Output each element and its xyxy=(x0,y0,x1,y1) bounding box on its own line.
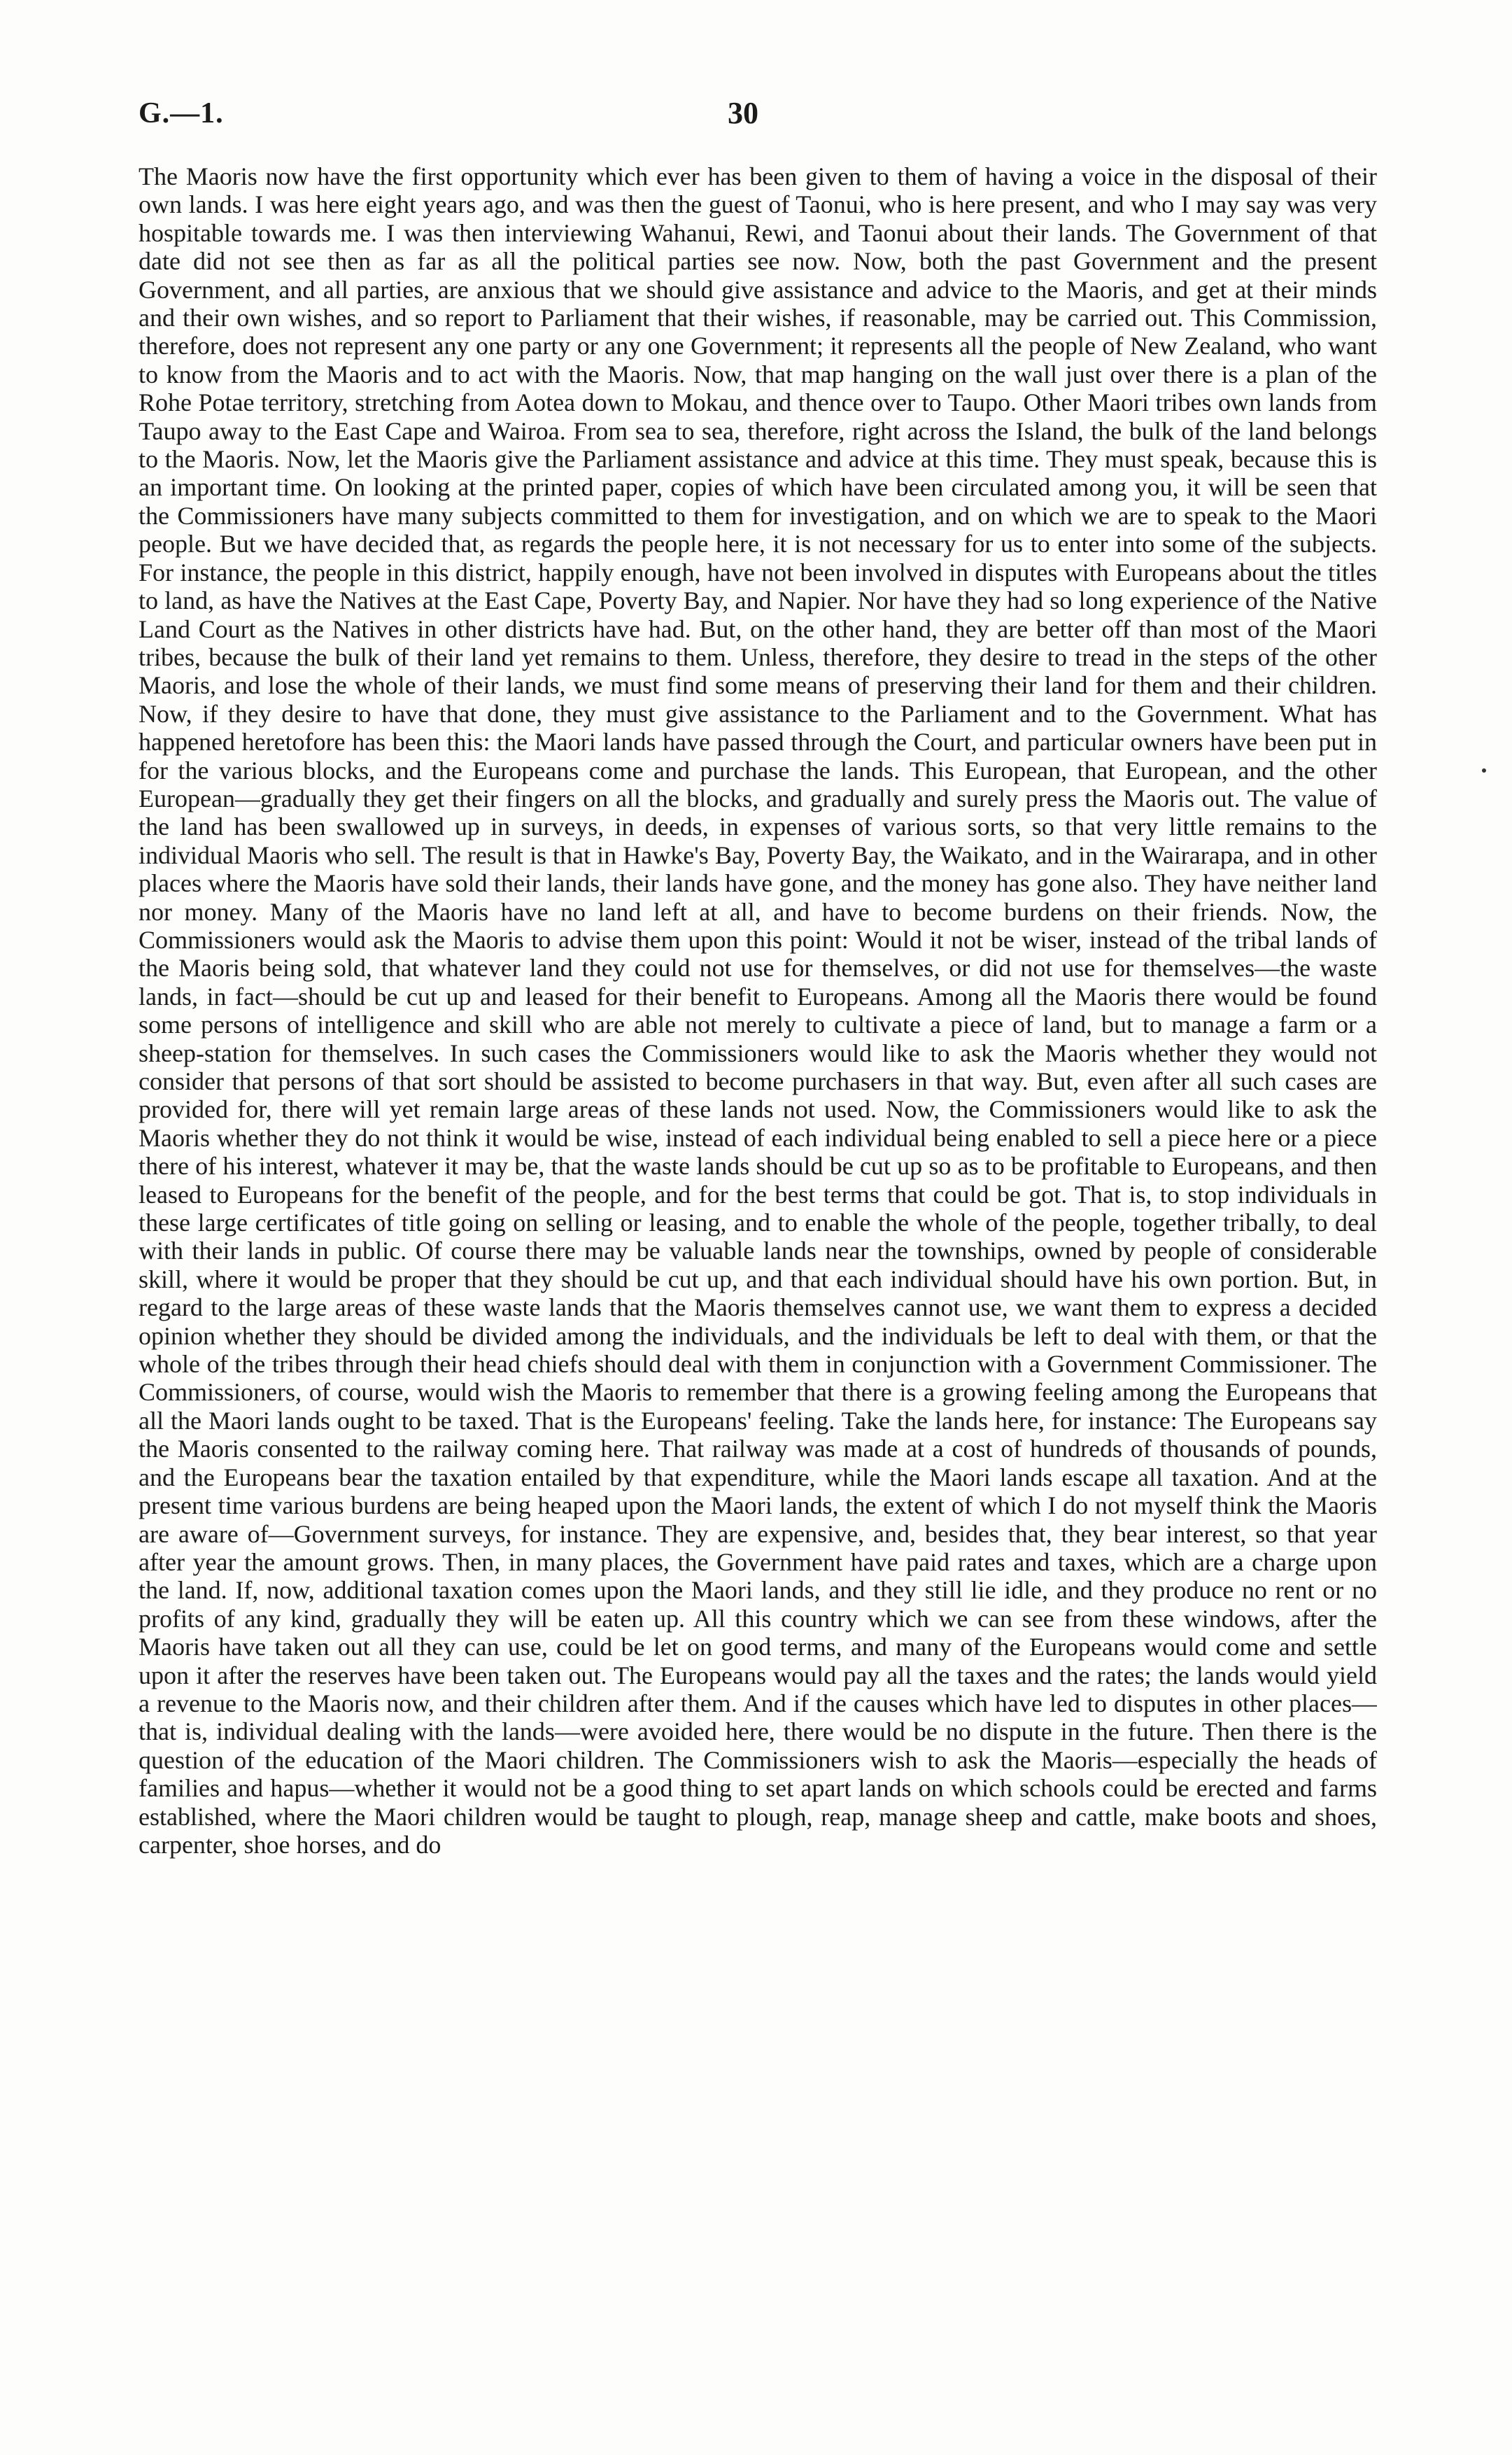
page-number: 30 xyxy=(728,96,758,130)
body-text xyxy=(139,162,1377,2339)
ink-speck xyxy=(1482,768,1486,773)
paragraph: The Maoris now have the first opportunity which ever has been given to them of having a voice in the disposal of their own lands. I was here eight years ago, and was then the guest of Taonui, who is here present, and who I may say was very hospitable towards me. I was then interviewing Wahanui, Rewi, and Taonui about their lands. The Government of that date did not see then as far as all the political parties see now. Now, both the past Government and the present Government, and all parties, are anxious that we should give assistance and advice to the Maoris, and get at their minds and their own wishes, and so report to Parliament that their wishes, if reasonable, may be carried out. This Commission, therefore, does not represent any one party or any one Government; it represents all the people of New Zealand, who want to know from the Maoris and to act with the Maoris. Now, that map hanging on the wall just over there is a plan of the Rohe Potae territory, stretching from Aotea down to Mokau, and thence over to Taupo. Other Maori tribes own lands from Taupo away to the East Cape and Wairoa. From sea to sea, therefore, right across the Island, the bulk of the land belongs to the Maoris. Now, let the Maoris give the Parliament assistance and advice at this time. They must speak, because this is an important time. On looking at the printed paper, copies of which have been circulated among you, it will be seen that the Commissioners have many subjects committed to them for investigation, and on which we are to speak to the Maori people. But we have decided that, as regards the people here, it is not necessary for us to enter into some of the subjects. For instance, the people in this district, happily enough, have not been involved in disputes with Europeans about the titles to land, as have the Natives at the East Cape, Poverty Bay, and Napier. Nor have they had so long experience of the Native Land Court as the Natives in other districts have had. But, on the other hand, they are better off than most of the Maori tribes, because the bulk of their land yet remains to them. Unless, therefore, they desire to tread in the steps of the other Maoris, and lose the whole of their lands, we must find some means of preserving their land for them and their children. Now, if they desire to have that done, they must give assistance to the Parliament and to the Government. What has happened heretofore has been this: the Maori lands have passed through the Court, and particular owners have been put in for the various blocks, and the Europeans come and purchase the lands. This European, that European, and the other European—gradually they get their fingers on all the blocks, and gradually and surely press the Maoris out. The value of the land has been swallowed up in surveys, in deeds, in expenses of various sorts, so that very little remains to the individual Maoris who sell. The result is that in Hawke's Bay, Poverty Bay, the Waikato, and in the Wairarapa, and in other places where the Maoris have sold their lands, their lands have gone, and the money has gone also. They have neither land nor money. Many of the Maoris have no land left at all, and have to become burdens on their friends. Now, the Commissioners would ask the Maoris to advise them upon this point: Would it not be wiser, instead of the tribal lands of the Maoris being sold, that whatever land they could not use for themselves, or did not use for themselves—the waste lands, in fact—should be cut up and leased for their benefit to Europeans. Among all the Maoris there would be found some persons of intelligence and skill who are able not merely to cultivate a piece of land, but to manage a farm or a sheep-station for themselves. In such cases the Commissioners would like to ask the Maoris whether they would not consider that persons of that sort should be assisted to become purchasers in that way. But, even after all such cases are provided for, there will yet remain large areas of these lands not used. Now, the Commissioners would like to ask the Maoris whether they do not think it would be wise, instead of each individual being enabled to sell a piece here or a piece there of his interest, whatever it may be, that the waste lands should be cut up so as to be profitable to Europeans, and then leased to Europeans for the benefit of the people, and for the best terms that could be got. That is, to stop individuals in these large certificates of title going on selling or leasing, and to enable the whole of the people, together tribally, to deal with their lands in public. Of course there may be valuable lands near the townships, owned by people of considerable skill, where it would be proper that they should be cut up, and that each individual should have his own portion. But, in regard to the large areas of these waste lands that the Maoris themselves cannot use, we want them to express a decided opinion whether they should be divided among the individuals, and the individuals be left to deal with them, or that the whole of the tribes through their head chiefs should deal with them in conjunction with a Government Commissioner. The Commissioners, of course, would wish the Maoris to remember that there is a growing feeling among the Europeans that all the Maori lands ought to be taxed. That is the Europeans' feeling. Take the lands here, for instance: The Europeans say the Maoris consented to the railway coming here. That railway was made at a cost of hundreds of thousands of pounds, and the Europeans bear the taxation entailed by that expenditure, while the Maori lands escape all taxation. And at the present time various burdens are being heaped upon the Maori lands, the extent of which I do not myself think the Maoris are aware of—Government surveys, for instance. They are expensive, and, besides that, they bear interest, so that year after year the amount grows. Then, in many places, the Government have paid rates and taxes, which are a charge upon the land. If, now, additional taxation comes upon the Maori lands, and they still lie idle, and they produce no rent or no profits of any kind, gradually they will be eaten up. All this country which we can see from these windows, after the Maoris have taken out all they can use, could be let on good terms, and many of the Europeans would come and settle upon it after the reserves have been taken out. The Europeans would pay all the taxes and the rates; the lands would yield a revenue to the Maoris now, and their children after them. And if the causes which have led to disputes in other places—that is, individual dealing with the lands—were avoided here, there would be no dispute in the future. Then there is the question of the education of the Maori children. The Commissioners wish to ask the Maoris—especially the heads of families and hapus—whether it would not be a good thing to set apart lands on which schools could be erected and farms established, where the Maori children would be taught to plough, reap, manage sheep and cattle, make boots and shoes, carpenter, shoe horses, and do xyxy=(139,162,1377,1859)
document-reference: G.—1. xyxy=(139,97,224,129)
